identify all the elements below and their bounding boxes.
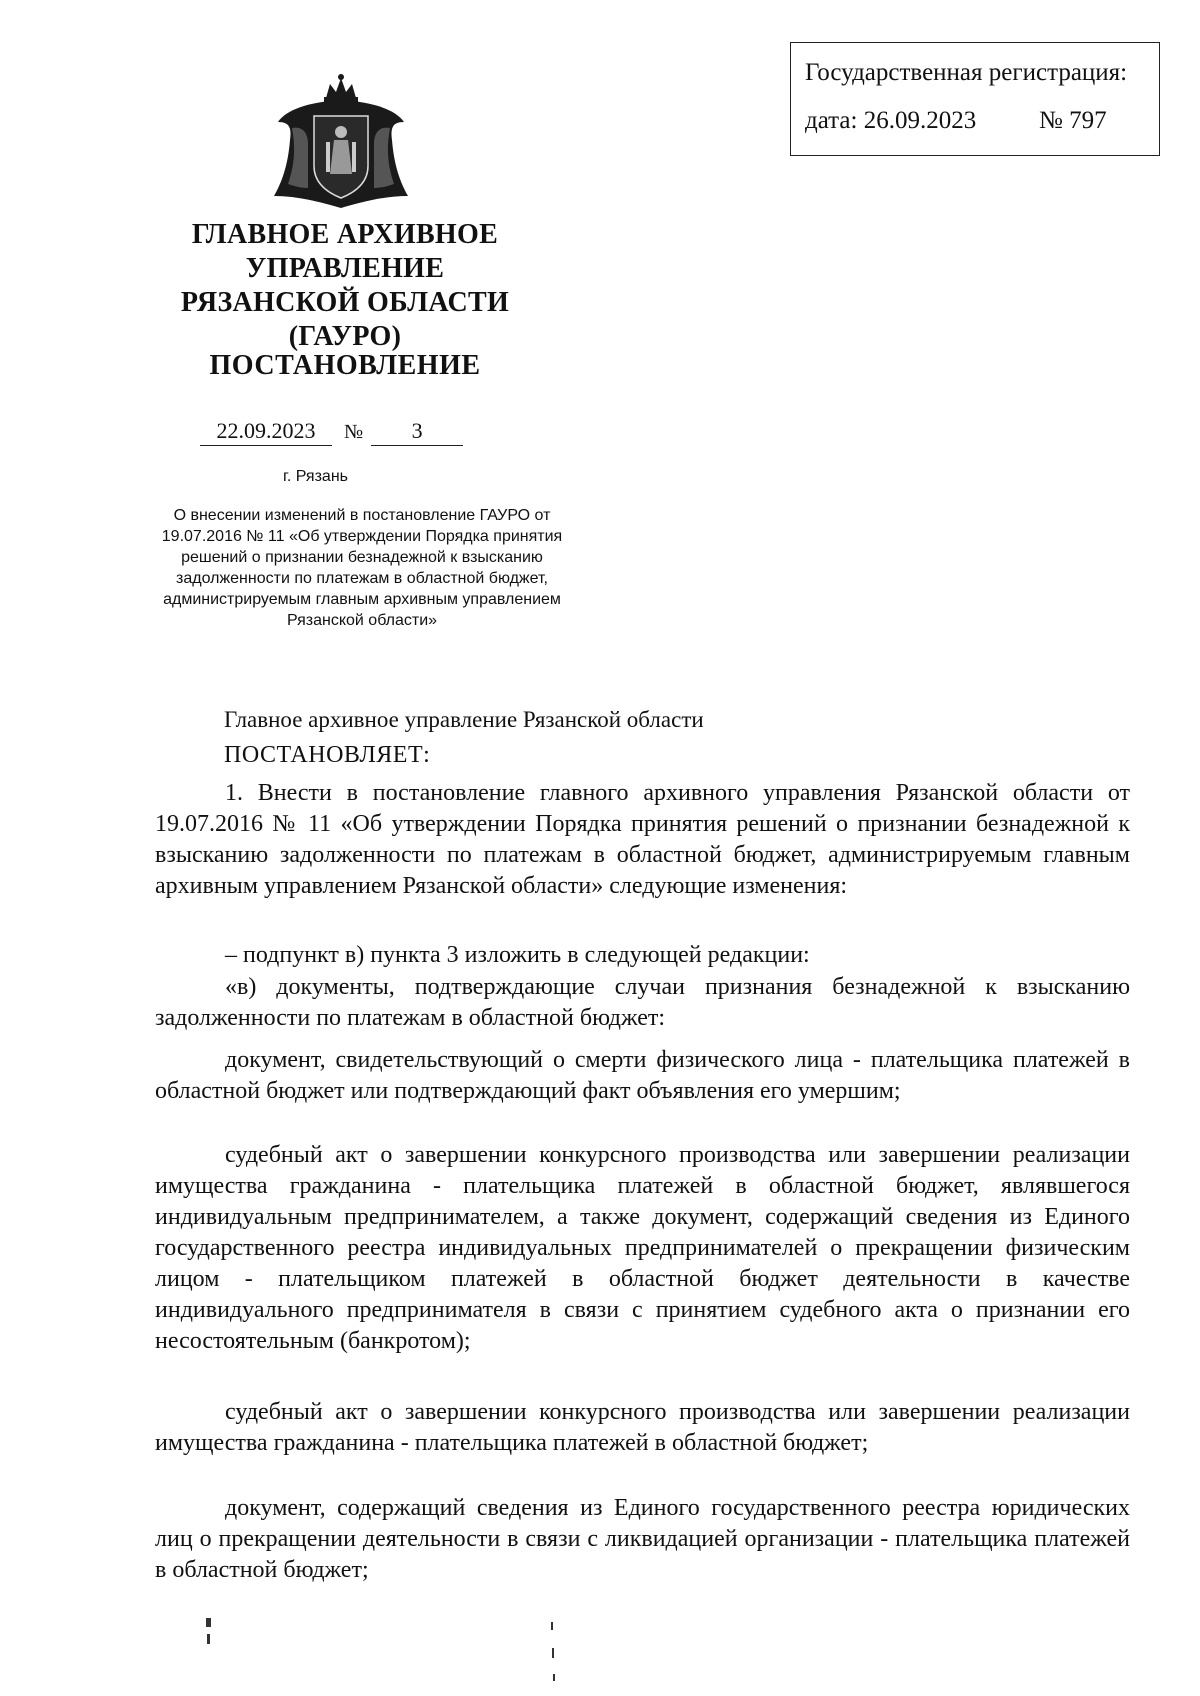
registration-title: Государственная регистрация: <box>805 59 1128 86</box>
organization-name-line: (ГАУРО) <box>288 321 402 352</box>
body-paragraph: «в) документы, подтверждающие случаи признания безнадежной к взысканию задолженности по платежам в областной бюджет: <box>155 974 1130 1031</box>
scan-speck <box>552 1648 554 1658</box>
document-type: ПОСТАНОВЛЕНИЕ <box>209 350 481 381</box>
organization-name-line: РЯЗАНСКОЙ ОБЛАСТИ <box>180 287 510 318</box>
body-paragraph: – подпункт в) пункта 3 изложить в следующей редакции: <box>225 942 810 968</box>
document-date: 22.09.2023 <box>200 418 332 446</box>
body-paragraph: документ, содержащий сведения из Единого государственного реестра юридических лиц о прекращении деятельности в связи с ликвидацией организации - плательщика платежей в областной бюджет; <box>155 1495 1130 1583</box>
scan-speck <box>206 1618 211 1627</box>
document-subject: О внесении изменений в постановление ГАУРО от 19.07.2016 № 11 «Об утверждении Порядка принятия решений о признании безнадежной к взысканию задолженности по платежам в областной бюджет, администрируемым главным архивным управлением Рязанской области» <box>161 507 563 629</box>
scan-speck <box>551 1622 553 1630</box>
body-paragraph: судебный акт о завершении конкурсного производства или завершении реализации имущества гражданина - плательщика платежей в областной бюджет; <box>155 1399 1130 1456</box>
scan-speck <box>207 1634 210 1644</box>
body-paragraph: судебный акт о завершении конкурсного производства или завершении реализации имущества гражданина - плательщика платежей в областной бюджет, являвшегося индивидуальным предпринимателем, а также документ, содержащий сведения из Единого государственного реестра индивидуальных предпринимателей о прекращении физическим лицом - плательщиком платежей в областной бюджет деятельности в качестве индивидуального предпринимателя в связи с принятием судебного акта о признании его несостоятельным (банкротом); <box>155 1142 1130 1354</box>
organization-name-line: УПРАВЛЕНИЕ <box>245 253 445 284</box>
date-number-line <box>200 418 463 446</box>
number-sign: № <box>344 421 364 443</box>
document-number: 3 <box>371 418 463 446</box>
registration-date: дата: 26.09.2023 <box>805 107 977 134</box>
organization-name <box>140 218 550 354</box>
coat-of-arms-icon <box>268 70 414 210</box>
scan-speck <box>553 1674 555 1681</box>
organization-name-line: ГЛАВНОЕ АРХИВНОЕ <box>191 219 499 250</box>
document-city: г. Рязань <box>283 468 348 485</box>
registration-number: № 797 <box>1039 107 1107 134</box>
intro-line: Главное архивное управление Рязанской области <box>224 707 704 732</box>
body-paragraph: документ, свидетельствующий о смерти физического лица - плательщика платежей в областной бюджет или подтверждающий факт объявления его умершим; <box>155 1047 1130 1104</box>
registration-stamp <box>790 42 1160 156</box>
body-paragraph: 1. Внести в постановление главного архивного управления Рязанской области от 19.07.2016 № 11 «Об утверждении Порядка принятия решений о признании безнадежной к взысканию задолженности по платежам в областной бюджет, администрируемым главным архивным управлением Рязанской области» следующие изменения: <box>155 780 1130 899</box>
decree-word: ПОСТАНОВЛЯЕТ: <box>224 742 431 768</box>
